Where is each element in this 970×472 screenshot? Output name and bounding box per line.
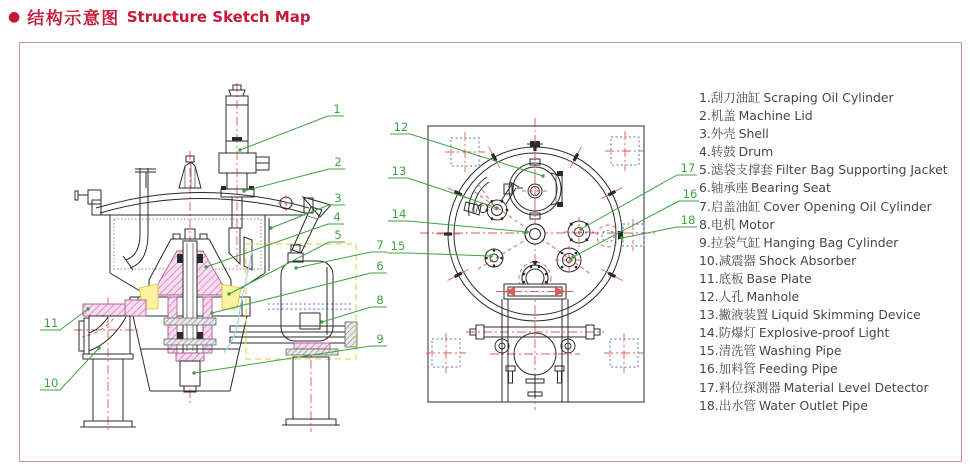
legend-item: 8.电机 Motor bbox=[699, 216, 775, 232]
top-plan-view bbox=[420, 118, 655, 410]
leader-number-10: 10 bbox=[43, 376, 59, 390]
leader-number-3: 3 bbox=[334, 191, 342, 205]
legend-item: 17.料位探测器 Material Level Detector bbox=[699, 379, 929, 395]
leader-number-14: 14 bbox=[391, 207, 407, 221]
leader-number-4: 4 bbox=[333, 210, 341, 224]
legend-item: 5.滤袋支撑套 Filter Bag Supporting Jacket bbox=[699, 162, 948, 178]
left-leaders bbox=[40, 102, 387, 390]
leader-number-5: 5 bbox=[334, 228, 342, 242]
legend-item: 7.启盖油缸 Cover Opening Oil Cylinder bbox=[699, 198, 932, 214]
legend-item: 12.人孔 Manhole bbox=[699, 289, 800, 305]
legend-item: 15.清洗管 Washing Pipe bbox=[699, 343, 842, 359]
leader-number-13: 13 bbox=[391, 164, 407, 178]
legend-item: 18.出水管 Water Outlet Pipe bbox=[699, 397, 868, 413]
parts-legend bbox=[699, 89, 948, 415]
leader-number-9: 9 bbox=[376, 332, 384, 346]
legend-item: 6.轴承座 Bearing Seat bbox=[699, 180, 831, 196]
legend-item: 13.撇液装置 Liquid Skimming Device bbox=[699, 307, 921, 323]
legend-item: 11.底板 Base Plate bbox=[699, 270, 812, 286]
leader-number-15: 15 bbox=[390, 239, 406, 253]
leader-number-18: 18 bbox=[680, 213, 696, 227]
legend-item: 10.减震器 Shock Absorber bbox=[699, 252, 857, 268]
leader-number-11: 11 bbox=[43, 316, 59, 330]
legend-item: 4.转鼓 Drum bbox=[699, 144, 774, 160]
legend-item: 16.加料管 Feeding Pipe bbox=[699, 361, 838, 377]
leader-number-12: 12 bbox=[393, 120, 409, 134]
side-section-view bbox=[74, 83, 357, 432]
title-chinese: 结构示意图 bbox=[27, 9, 120, 29]
leader-number-8: 8 bbox=[376, 293, 384, 307]
leader-number-16: 16 bbox=[682, 187, 698, 201]
leader-number-6: 6 bbox=[376, 259, 384, 273]
bullet-icon: ● bbox=[8, 8, 21, 25]
page-title bbox=[8, 4, 311, 29]
leader-number-2: 2 bbox=[334, 155, 342, 169]
title-english: Structure Sketch Map bbox=[126, 7, 311, 26]
legend-item: 9.拉袋气缸 Hanging Bag Cylinder bbox=[699, 234, 899, 250]
legend-item: 2.机盖 Machine Lid bbox=[699, 108, 813, 124]
leader-number-1: 1 bbox=[333, 102, 341, 116]
leader-number-17: 17 bbox=[680, 161, 696, 175]
legend-item: 14.防爆灯 Explosive-proof Light bbox=[699, 325, 890, 341]
diagram-frame bbox=[19, 42, 962, 462]
legend-item: 3.外壳 Shell bbox=[699, 126, 769, 142]
leader-number-7: 7 bbox=[376, 238, 384, 252]
legend-item: 1.刮刀油缸 Scraping Oil Cylinder bbox=[699, 90, 894, 105]
